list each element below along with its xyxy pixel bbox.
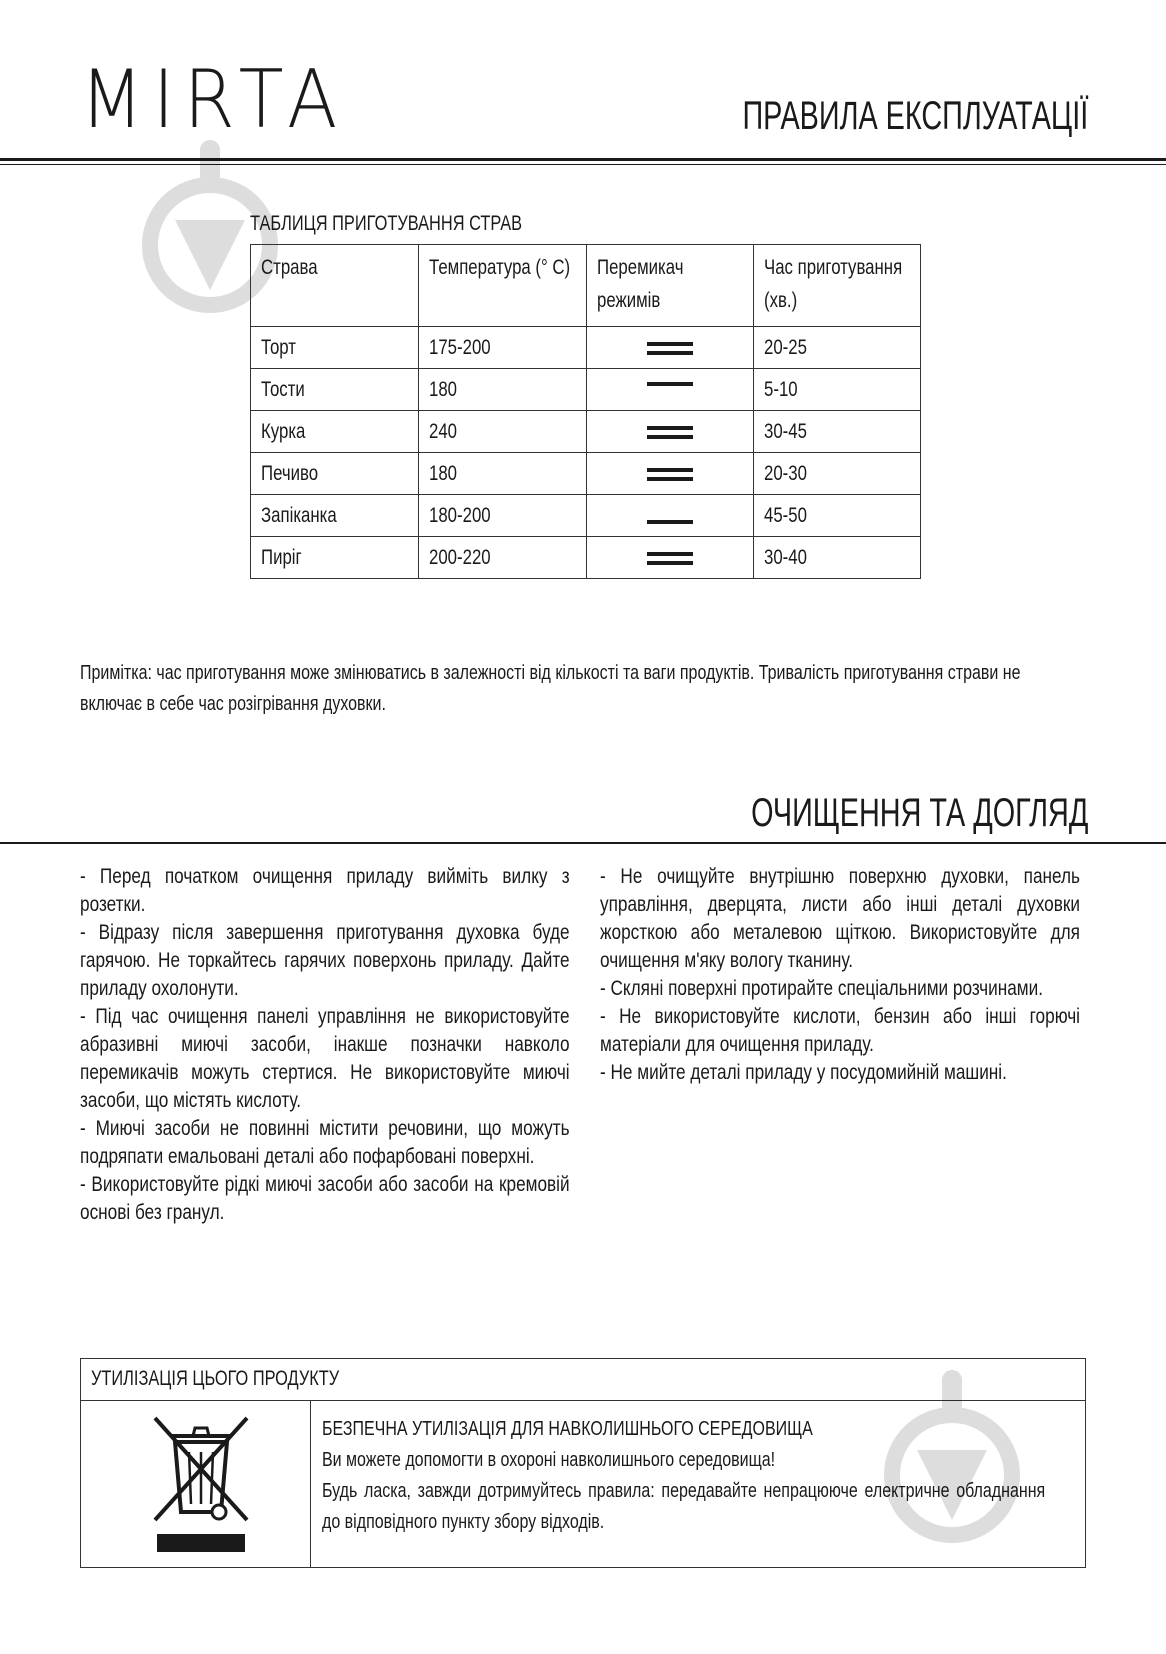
dish-temperature: 200-220: [429, 546, 491, 569]
crossed-bin-icon: [149, 1412, 253, 1554]
cleaning-item: - Використовуйте рідкі миючі засоби або засоби на кремовій основі без гранул.: [80, 1172, 570, 1224]
dish-temperature: 180: [429, 378, 458, 401]
table-row: [251, 411, 921, 453]
table-cell: [587, 369, 754, 411]
header-cell: [754, 245, 921, 327]
dish-time: 20-25: [764, 336, 807, 359]
dish-time: 20-30: [764, 462, 807, 485]
cleaning-left-column: [80, 862, 570, 1226]
table-caption: ТАБЛИЦЯ ПРИГОТУВАННЯ СТРАВ: [250, 212, 523, 235]
header-cell: [251, 245, 419, 327]
disposal-line: Будь ласка, завжди дотримуйтесь правила: передавайте непрацююче електричне обладнання до відповідного пункту збору відходів.: [322, 1480, 1046, 1533]
section-title: ОЧИЩЕННЯ ТА ДОГЛЯД: [750, 791, 1088, 835]
table-cell: [754, 411, 921, 453]
table-row: [251, 537, 921, 579]
table-cell: [251, 495, 419, 537]
table-cell: [587, 495, 754, 537]
header-cell: [587, 245, 754, 327]
section-divider: [0, 842, 1166, 844]
disposal-line: Ви можете допомогти в охороні навколишнього середовища!: [322, 1449, 776, 1471]
dish-name: Торт: [261, 336, 296, 359]
top-bottom-heat-icon: [647, 426, 693, 439]
dish-name: Запіканка: [261, 504, 337, 527]
cleaning-item: - Миючі засоби не повинні містити речовини, що можуть подряпати емальовані деталі або пофарбовані поверхні.: [80, 1116, 570, 1168]
top-bottom-heat-icon: [647, 342, 693, 355]
dish-time: 45-50: [764, 504, 807, 527]
top-bottom-heat-icon: [647, 468, 693, 481]
cooking-note: Примітка: час приготування може змінюватись в залежності від кількості та ваги продуктів. Тривалість приготування страви не включає в себе час розігрівання духовки.: [80, 662, 1021, 715]
cleaning-right-column: [600, 862, 1080, 1086]
bottom-heat-icon: [647, 520, 693, 524]
table-row: [251, 327, 921, 369]
cleaning-item: - Скляні поверхні протирайте спеціальними розчинами.: [600, 976, 1044, 1000]
table-cell: [251, 453, 419, 495]
table-cell: [251, 327, 419, 369]
table-cell: [754, 537, 921, 579]
table-cell: [419, 453, 587, 495]
header-temperature: Температура (° C): [429, 256, 571, 279]
watermark-icon: [882, 1370, 1022, 1545]
table-cell: [587, 453, 754, 495]
table-cell: [587, 327, 754, 369]
header-dish: Страва: [261, 256, 318, 279]
header-time: Час приготування (хв.): [764, 256, 903, 312]
table-header-row: [251, 245, 921, 327]
table-cell: [251, 369, 419, 411]
disposal-icon-cell: [81, 1400, 311, 1567]
table-cell: [587, 411, 754, 453]
dish-temperature: 240: [429, 420, 458, 443]
cleaning-item: - Відразу після завершення приготування духовка буде гарячою. Не торкайтесь гарячих поверхонь приладу. Дайте приладу охолонути.: [80, 920, 570, 1000]
dish-temperature: 180-200: [429, 504, 491, 527]
table-cell: [754, 453, 921, 495]
header-cell: [419, 245, 587, 327]
table-cell: [419, 327, 587, 369]
dish-temperature: 175-200: [429, 336, 491, 359]
table-row: [251, 453, 921, 495]
dish-temperature: 180: [429, 462, 458, 485]
table-cell: [587, 537, 754, 579]
table-cell: [251, 537, 419, 579]
dish-time: 5-10: [764, 378, 798, 401]
dish-name: Пиріг: [261, 546, 302, 569]
cleaning-item: - Не очищуйте внутрішню поверхню духовки, панель управління, дверцята, листи або інші деталі духовки жорсткою або металевою щіткою. Використовуйте для очищення м'яку вологу тканину.: [600, 864, 1080, 972]
table-row: [251, 369, 921, 411]
cleaning-item: - Перед початком очищення приладу вийміть вилку з розетки.: [80, 864, 570, 916]
table-cell: [419, 411, 587, 453]
cleaning-item: - Під час очищення панелі управління не використовуйте абразивні миючі засоби, інакше позначки навколо перемикачів можуть стертися. Не використовуйте миючі засоби, що містять кислоту.: [80, 1004, 570, 1112]
disposal-line: БЕЗПЕЧНА УТИЛІЗАЦІЯ ДЛЯ НАВКОЛИШНЬОГО СЕРЕДОВИЩА: [322, 1418, 813, 1440]
table-row: [251, 495, 921, 537]
header-mode: Перемикач режимів: [597, 256, 684, 312]
cleaning-item: - Не мийте деталі приладу у посудомийній машині.: [600, 1060, 1007, 1084]
top-bottom-heat-icon: [647, 552, 693, 565]
dish-time: 30-40: [764, 546, 807, 569]
dish-name: Печиво: [261, 462, 319, 485]
cooking-table: [250, 244, 921, 579]
top-heat-icon: [647, 382, 693, 386]
table-cell: [419, 537, 587, 579]
table-cell: [251, 411, 419, 453]
table-cell: [754, 495, 921, 537]
table-cell: [754, 327, 921, 369]
table-cell: [754, 369, 921, 411]
table-cell: [419, 495, 587, 537]
page-title: ПРАВИЛА ЕКСПЛУАТАЦІЇ: [742, 94, 1088, 138]
dish-name: Курка: [261, 420, 306, 443]
table-cell: [419, 369, 587, 411]
dish-time: 30-45: [764, 420, 807, 443]
brand-logo: MIRTA: [80, 53, 347, 146]
cleaning-item: - Не використовуйте кислоти, бензин або інші горючі матеріали для очищення приладу.: [600, 1004, 1080, 1056]
disposal-heading: УТИЛІЗАЦІЯ ЦЬОГО ПРОДУКТУ: [91, 1367, 340, 1390]
dish-name: Тости: [261, 378, 305, 401]
